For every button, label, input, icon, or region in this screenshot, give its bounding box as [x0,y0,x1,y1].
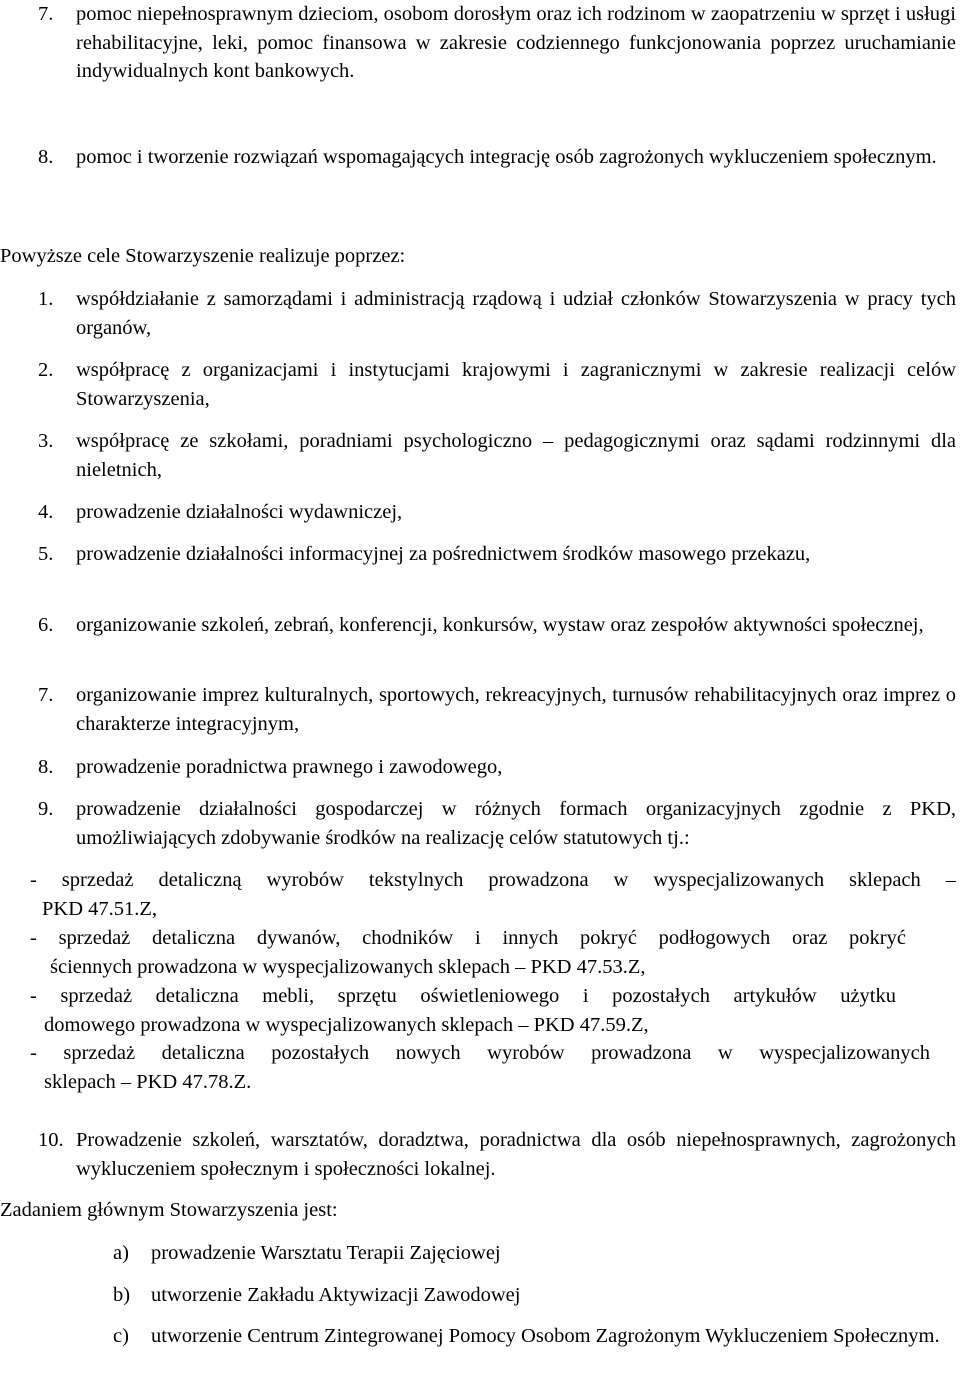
goal-item-8 [38,143,956,172]
means-item-number: 8. [38,756,54,778]
means-item-number: 3. [38,430,54,452]
pkd-item-4 [30,1039,956,1096]
means-item-text: prowadzenie działalności gospodarczej w różnych formach organizacyjnych zgodnie z PKD, umożliwiających zdobywanie środków na realizację celów statutowych tj.: [76,798,956,849]
means-item-number: 2. [38,359,54,381]
means-item-1 [38,285,956,342]
means-item-10 [38,1126,956,1183]
means-item-text: organizowanie imprez kulturalnych, sportowych, rekreacyjnych, turnusów rehabilitacyjnych oraz imprez o charakterze integracyjnym, [76,684,956,735]
goal-item-7 [38,0,956,86]
main-task-text: prowadzenie Warsztatu Terapii Zajęciowej [151,1242,501,1264]
means-item-number: 4. [38,501,54,523]
pkd-item-line: domowego prowadzona w wyspecjalizowanych sklepach – PKD 47.59.Z, [44,1013,649,1036]
pkd-item-3 [30,982,956,1039]
main-task-letter: b) [113,1284,131,1306]
means-item-number: 10. [38,1129,64,1151]
means-item-number: 7. [38,684,54,706]
means-item-text: współpracę ze szkołami, poradniami psychologiczno – pedagogicznymi oraz sądami rodzinnymi dla nieletnich, [76,430,956,481]
main-task-text: utworzenie Centrum Zintegrowanej Pomocy Osobom Zagrożonym Wykluczeniem Społecznym. [151,1325,940,1347]
means-item-5 [38,540,956,569]
means-item-text: organizowanie szkoleń, zebrań, konferencji, konkursów, wystaw oraz zespołów aktywności społecznej, [76,614,924,636]
means-item-text: prowadzenie działalności wydawniczej, [76,501,403,523]
means-item-4 [38,498,956,527]
means-item-text: prowadzenie poradnictwa prawnego i zawodowego, [76,756,503,778]
means-item-2 [38,356,956,413]
means-item-7 [38,681,956,738]
main-task-a [113,1239,956,1268]
goal-item-number: 7. [38,3,54,25]
pkd-item-2 [30,924,956,981]
means-item-3 [38,427,956,484]
means-item-6 [38,611,956,640]
pkd-item-1 [30,866,956,923]
means-item-number: 1. [38,288,54,310]
means-item-text: współdziałanie z samorządami i administracją rządową i udział członków Stowarzyszenia w pracy tych organów, [76,288,956,339]
pkd-item-line: - sprzedaż detaliczna pozostałych nowych wyrobów prowadzona w wyspecjalizowanych [30,1042,930,1064]
pkd-item-line: ściennych prowadzona w wyspecjalizowanych sklepach – PKD 47.53.Z, [50,955,646,978]
means-item-number: 6. [38,614,54,636]
pkd-item-line: sklepach – PKD 47.78.Z. [44,1070,252,1093]
means-item-number: 5. [38,543,54,565]
means-item-number: 9. [38,798,54,820]
means-item-text: prowadzenie działalności informacyjnej za pośrednictwem środków masowego przekazu, [76,543,811,565]
means-item-9 [38,795,956,852]
goal-item-number: 8. [38,146,54,168]
goal-item-text: pomoc niepełnosprawnym dzieciom, osobom dorosłym oraz ich rodzinom w zaopatrzeniu w sprzęt i usługi rehabilitacyjne, leki, pomoc finansowa w zakresie codziennego funkcjonowania poprzez uruchamianie indywidualnych kont bankowych. [76,3,956,82]
means-heading: Powyższe cele Stowarzyszenie realizuje poprzez: [0,245,406,267]
pkd-item-line: - sprzedaż detaliczną wyrobów tekstylnych prowadzona w wyspecjalizowanych sklepach – [30,869,956,891]
main-task-b [113,1281,956,1310]
means-item-text: Prowadzenie szkoleń, warsztatów, doradztwa, poradnictwa dla osób niepełnosprawnych, zagrożonych wykluczeniem społecznym i społeczności lokalnej. [76,1129,956,1180]
pkd-item-line: PKD 47.51.Z, [42,897,158,920]
pkd-item-line: - sprzedaż detaliczna mebli, sprzętu oświetleniowego i pozostałych artykułów użytku [30,985,896,1007]
main-task-c [113,1322,956,1351]
main-task-letter: c) [113,1325,129,1347]
main-task-letter: a) [113,1242,129,1264]
means-item-text: współpracę z organizacjami i instytucjami krajowymi i zagranicznymi w zakresie realizacji celów Stowarzyszenia, [76,359,956,410]
pkd-item-line: - sprzedaż detaliczna dywanów, chodników i innych pokryć podłogowych oraz pokryć [30,927,906,949]
means-item-8 [38,753,956,782]
main-task-text: utworzenie Zakładu Aktywizacji Zawodowej [151,1284,521,1306]
main-task-heading: Zadaniem głównym Stowarzyszenia jest: [0,1199,338,1221]
goal-item-text: pomoc i tworzenie rozwiązań wspomagających integrację osób zagrożonych wykluczeniem społecznym. [76,146,937,168]
